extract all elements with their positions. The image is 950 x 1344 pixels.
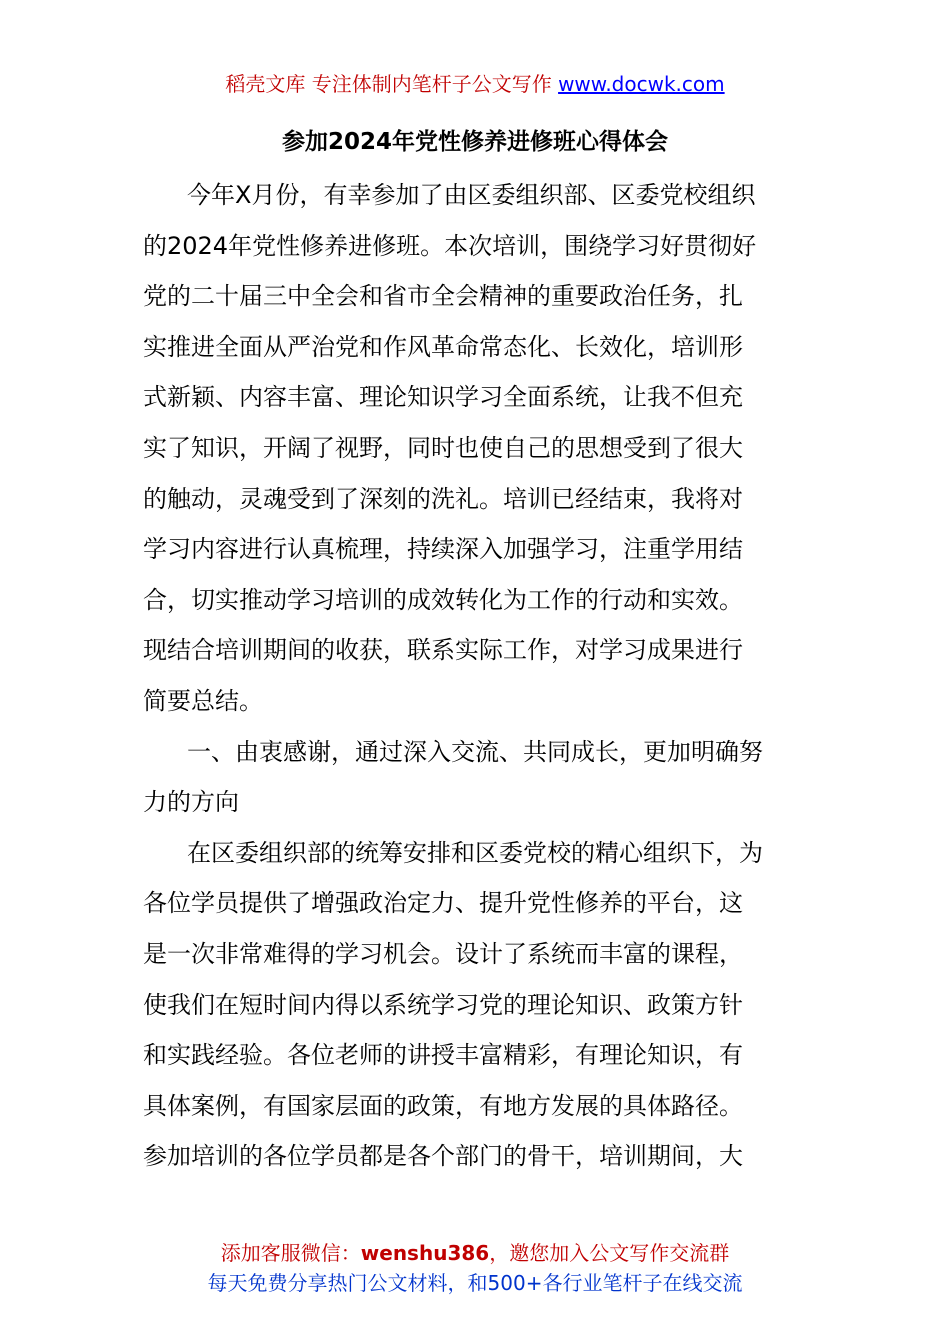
body-line: 具体案例，有国家层面的政策，有地方发展的具体路径。 [143, 1091, 743, 1120]
body-line: 今年X月份，有幸参加了由区委组织部、区委党校组织 [187, 181, 756, 209]
body-line: 实推进全面从严治党和作风革命常态化、长效化，培训形 [143, 332, 743, 361]
body-line: 各位学员提供了增强政治定力、提升党性修养的平台，这 [143, 889, 743, 918]
body-line: 实了知识，开阔了视野，同时也使自己的思想受到了很大 [143, 433, 743, 462]
header-brand-text: 稻壳文库 专注体制内笔杆子公文写作 [225, 72, 559, 96]
footer-wechat-suffix: ，邀您加入公文写作交流群 [489, 1241, 730, 1265]
body-line: 的触动，灵魂受到了深刻的洗礼。培训已经结束，我将对 [143, 484, 743, 513]
document-header [0, 68, 950, 100]
body-line: 是一次非常难得的学习机会。设计了系统而丰富的课程， [143, 939, 743, 968]
body-line: 简要总结。 [143, 686, 263, 715]
body-line: 合，切实推动学习培训的成效转化为工作的行动和实效。 [143, 585, 743, 614]
section-heading-line: 一、由衷感谢，通过深入交流、共同成长，更加明确努 [187, 737, 763, 766]
body-line: 学习内容进行认真梳理，持续深入加强学习，注重学用结 [143, 535, 743, 564]
body-line: 现结合培训期间的收获，联系实际工作，对学习成果进行 [143, 636, 743, 665]
footer-promo-line: 每天免费分享热门公文材料，和500+各行业笔杆子在线交流 [207, 1271, 743, 1295]
document-footer [0, 1238, 950, 1298]
footer-wechat-prefix: 添加客服微信： [220, 1241, 361, 1265]
body-line: 式新颖、内容丰富、理论知识学习全面系统，让我不但充 [143, 383, 743, 412]
section-heading-line: 力的方向 [143, 788, 239, 817]
body-line: 参加培训的各位学员都是各个部门的骨干，培训期间，大 [143, 1142, 743, 1171]
body-line: 的2024年党性修养进修班。本次培训，围绕学习好贯彻好 [143, 231, 757, 260]
body-line: 党的二十届三中全会和省市全会精神的重要政治任务，扎 [143, 282, 743, 311]
body-line: 使我们在短时间内得以系统学习党的理论知识、政策方针 [143, 990, 743, 1019]
footer-wechat-line [0, 1238, 950, 1268]
body-line: 在区委组织部的统筹安排和区委党校的精心组织下，为 [187, 838, 763, 867]
body-line: 和实践经验。各位老师的讲授丰富精彩，有理论知识，有 [143, 1041, 743, 1070]
header-website-link[interactable]: www.docwk.com [558, 72, 725, 96]
document-body [143, 170, 805, 1185]
document-title: 参加2024年党性修养进修班心得体会 [281, 129, 668, 155]
footer-wechat-id: wenshu386 [360, 1241, 490, 1265]
